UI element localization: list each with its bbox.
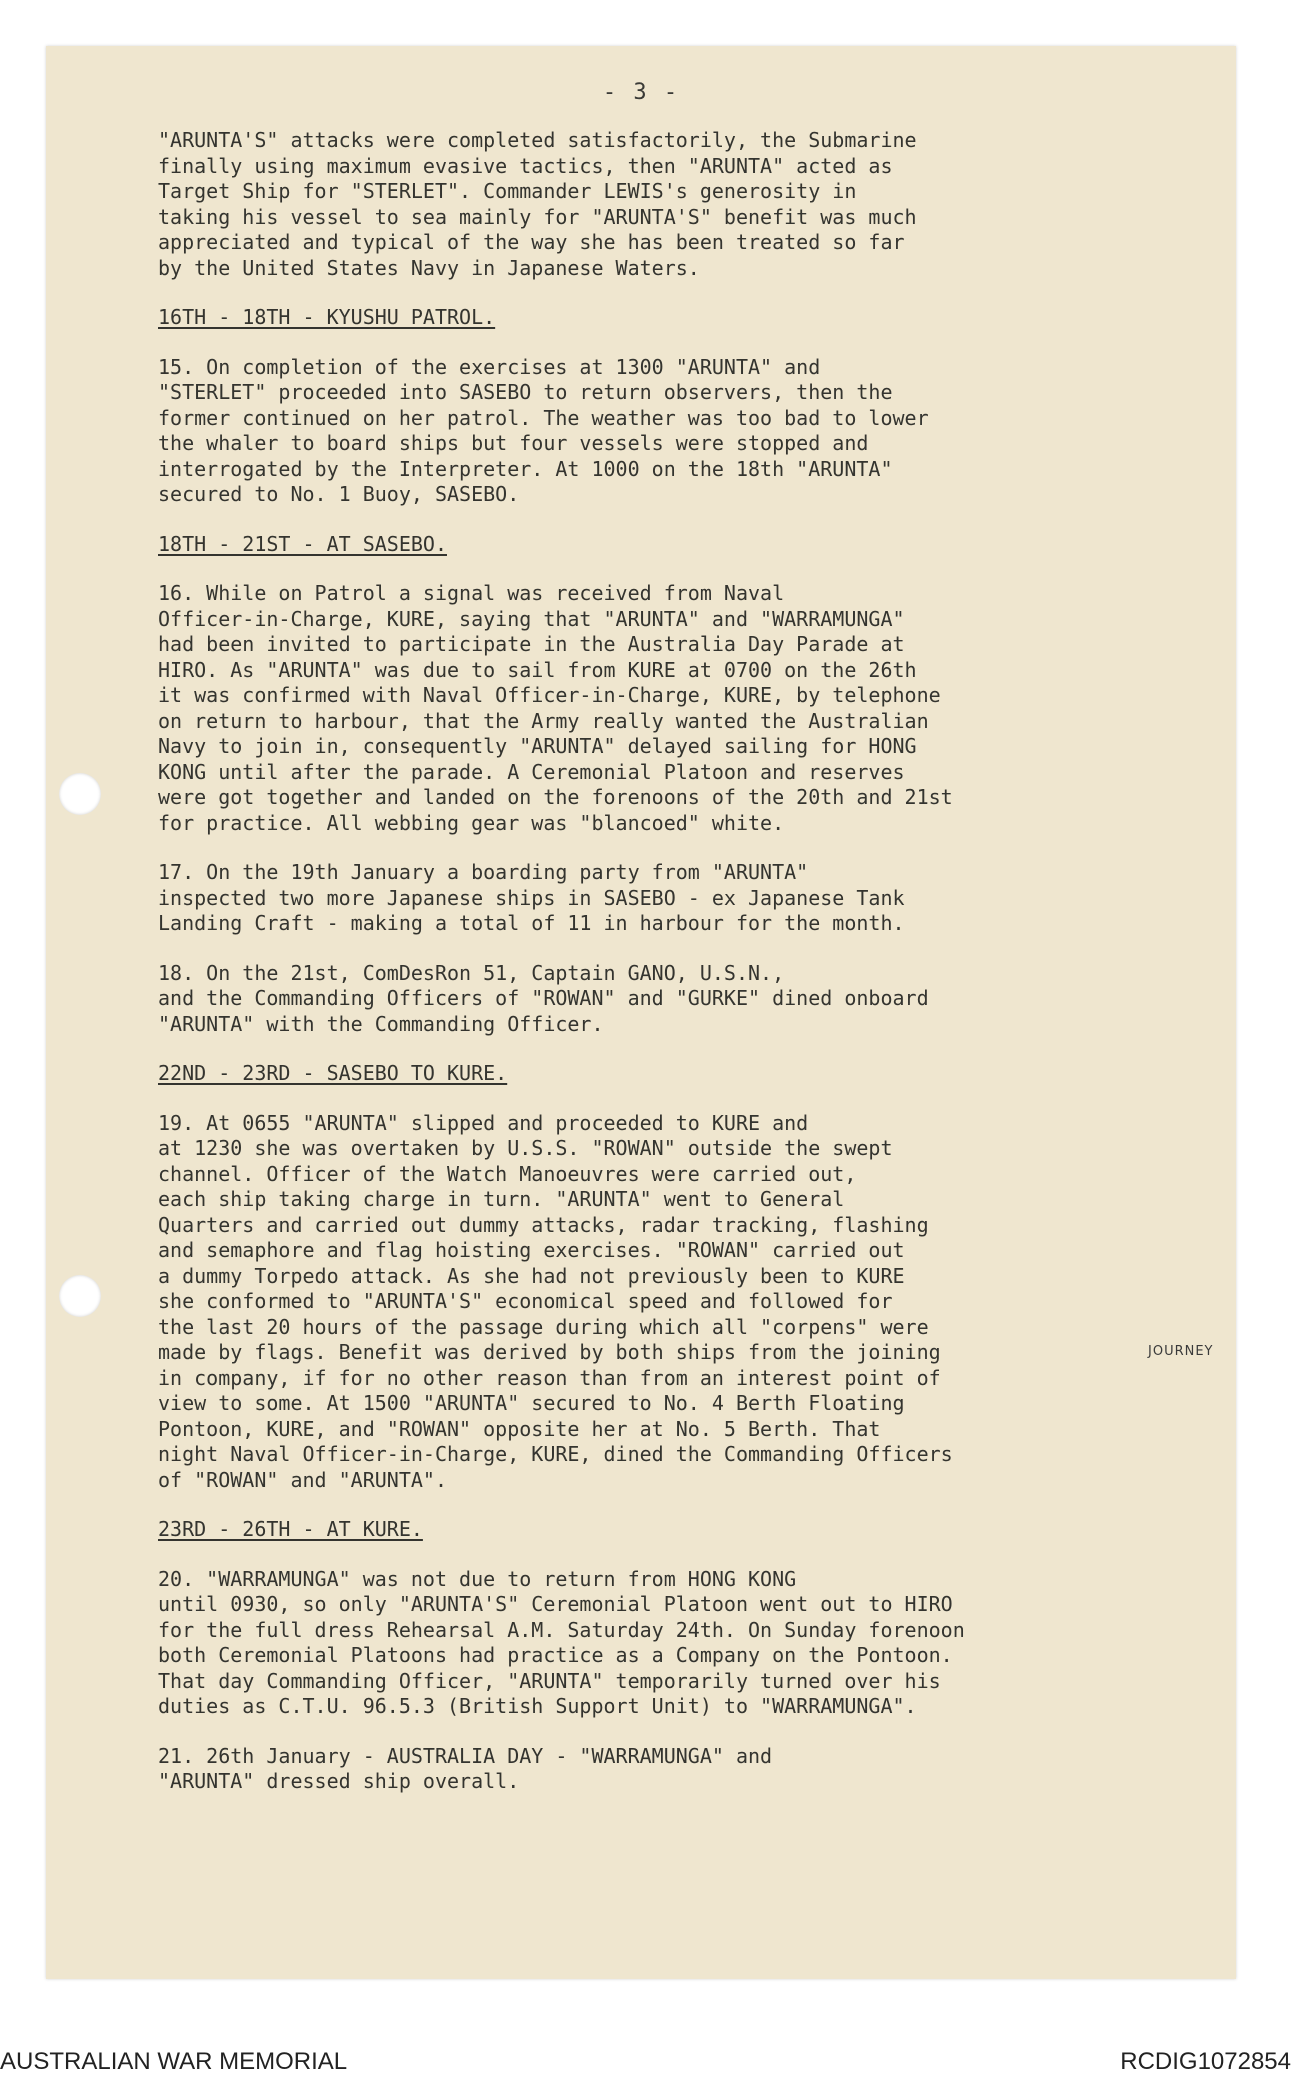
paragraph: 16. While on Patrol a signal was received from Naval Officer-in-Charge, KURE, saying that "ARUNTA" and "WARRAMUNGA" had been invited to participate in the Australia Day Parade at HIRO. As "ARUNTA" was due to sail from KURE at 0700 on the 26th it was confirmed with Naval Officer-in-Charge, KURE, by telephone on return to harbour, that the Army really wanted the Australian Navy to join in, consequently "ARUNTA" delayed sailing for HONG KONG until after the parade. A Ceremonial Platoon and reserves were got together and landed on the forenoons of the 20th and 21st for practice. All webbing gear was "blancoed" white. bbox=[158, 581, 953, 835]
handwritten-annotation: JOURNEY bbox=[1148, 1344, 1214, 1359]
document-page bbox=[46, 46, 1236, 1979]
section-heading: 22ND - 23RD - SASEBO TO KURE. bbox=[158, 1061, 508, 1085]
page-number: - 3 - bbox=[602, 80, 680, 105]
section-heading: 16TH - 18TH - KYUSHU PATROL. bbox=[158, 305, 496, 329]
paragraph: 21. 26th January - AUSTRALIA DAY - "WARRAMUNGA" and "ARUNTA" dressed ship overall. bbox=[158, 1743, 773, 1793]
section-heading: 23RD - 26TH - AT KURE. bbox=[158, 1517, 423, 1541]
section-heading: 18TH - 21ST - AT SASEBO. bbox=[158, 531, 447, 556]
paragraph: 15. On completion of the exercises at 1300 "ARUNTA" and "STERLET" proceeded into SASEBO to return observers, then the former continued on her patrol. The weather was too bad to lower the whaler to board ships but four vessels were stopped and interrogated by the Interpreter. At 1000 on the 18th "ARUNTA" secured to No. 1 Buoy, SASEBO. bbox=[158, 354, 929, 506]
paragraph: 18. On the 21st, ComDesRon 51, Captain GANO, U.S.N., and the Commanding Officers of "ROWAN" and "GURKE" dined onboard "ARUNTA" with the Commanding Officer. bbox=[158, 960, 929, 1036]
footer-institution: AUSTRALIAN WAR MEMORIAL bbox=[0, 2048, 348, 2075]
punch-hole-bottom bbox=[59, 1275, 101, 1317]
paragraph: 17. On the 19th January a boarding party from "ARUNTA" inspected two more Japanese ships in SASEBO - ex Japanese Tank Landing Craft - making a total of 11 in harbour for the month. bbox=[158, 860, 905, 935]
punch-hole-top bbox=[59, 773, 101, 815]
document-body bbox=[158, 128, 1218, 1819]
paragraph: "ARUNTA'S" attacks were completed satisfactorily, the Submarine finally using maximum evasive tactics, then "ARUNTA" acted as Target Ship for "STERLET". Commander LEWIS's generosity in taking his vessel to sea mainly for "ARUNTA'S" benefit was much appreciated and typical of the way she has been treated so far by the United States Navy in Japanese Waters. bbox=[158, 128, 917, 280]
paragraph: 20. "WARRAMUNGA" was not due to return from HONG KONG until 0930, so only "ARUNTA'S" Ceremonial Platoon went out to HIRO for the full dress Rehearsal A.M. Saturday 24th. On Sunday forenoon both Ceremonial Platoons had practice as a Company on the Pontoon. That day Commanding Officer, "ARUNTA" temporarily turned over his duties as C.T.U. 96.5.3 (British Support Unit) to "WARRAMUNGA". bbox=[158, 1566, 965, 1718]
footer-reference-id: RCDIG1072854 bbox=[1120, 2048, 1291, 2075]
paragraph: 19. At 0655 "ARUNTA" slipped and proceeded to KURE and at 1230 she was overtaken by U.S.S. "ROWAN" outside the swept channel. Officer of the Watch Manoeuvres were carried out, each ship taking charge in turn. "ARUNTA" went to General Quarters and carried out dummy attacks, radar tracking, flashing and semaphore and flag hoisting exercises. "ROWAN" carried out a dummy Torpedo attack. As she had not previously been to KURE she conformed to "ARUNTA'S" economical speed and followed for the last 20 hours of the passage during which all "corpens" were made by flags. Benefit was derived by both ships from the joining in company, if for no other reason than from an interest point of view to some. At 1500 "ARUNTA" secured to No. 4 Berth Floating Pontoon, KURE, and "ROWAN" opposite her at No. 5 Berth. That night Naval Officer-in-Charge, KURE, dined the Commanding Officers of "ROWAN" and "ARUNTA". bbox=[158, 1110, 953, 1492]
